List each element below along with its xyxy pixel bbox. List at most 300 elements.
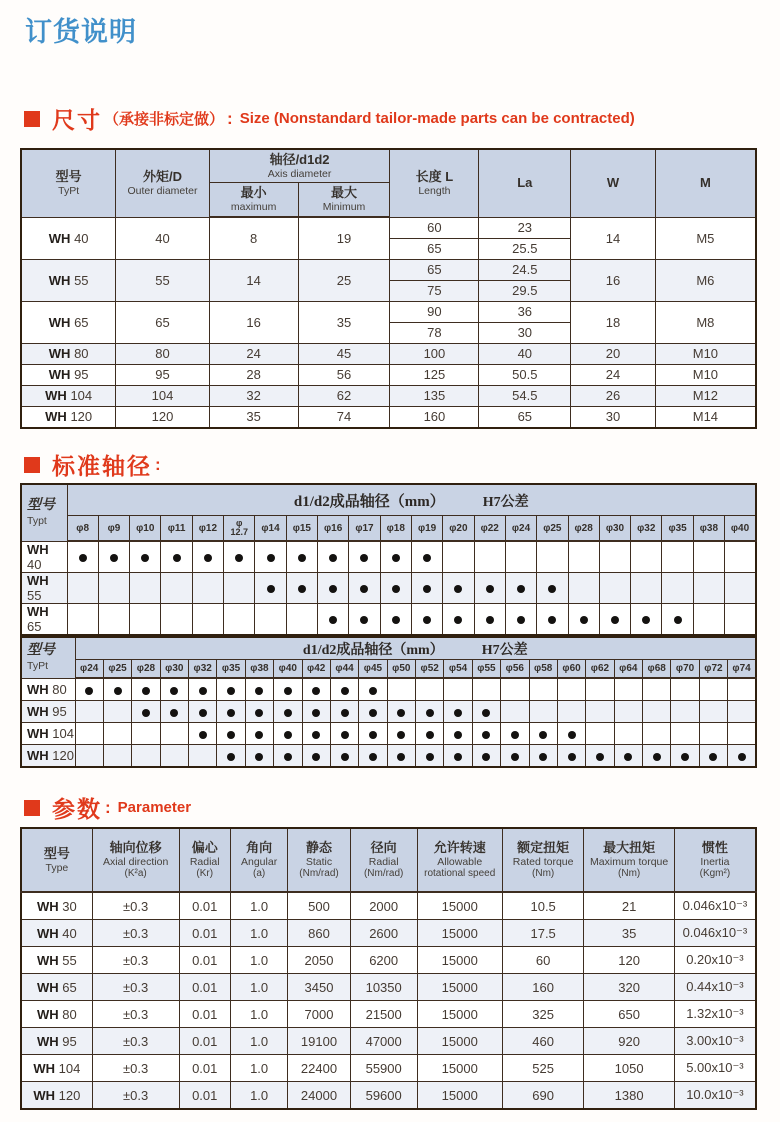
availability-dot-icon — [482, 709, 490, 717]
availability-cell — [245, 701, 273, 723]
availability-dot-icon — [611, 616, 619, 624]
availability-cell — [103, 745, 131, 768]
model-cell — [21, 723, 75, 745]
m-cell: M10 — [655, 343, 756, 364]
availability-dot-icon — [114, 687, 122, 695]
availability-dot-icon — [255, 687, 263, 695]
param-value-cell: 525 — [502, 1055, 584, 1082]
model-number: 104 — [48, 726, 74, 741]
col-header-w — [571, 149, 656, 217]
availability-cell — [98, 541, 129, 572]
availability-dot-icon — [674, 616, 682, 624]
param-value-cell: ±0.3 — [92, 974, 179, 1001]
header-label-en: Typt — [27, 514, 47, 527]
param-value-cell: 0.01 — [179, 974, 230, 1001]
la-cell: 40 — [479, 343, 571, 364]
param-value-cell: ±0.3 — [92, 947, 179, 974]
length-cell: 60 — [390, 217, 479, 238]
header-row — [21, 516, 756, 542]
header-label-cn: 最大扭矩 — [603, 839, 656, 855]
model-number: 104 — [66, 388, 93, 403]
availability-dot-icon — [329, 554, 337, 562]
header-label-en: Maximum torque — [590, 855, 669, 868]
availability-cell — [599, 572, 630, 603]
table-row — [21, 974, 756, 1001]
availability-dot-icon — [284, 687, 292, 695]
availability-dot-icon — [392, 554, 400, 562]
model-number: 80 — [58, 1006, 77, 1022]
header-label-en: Allowable — [437, 855, 483, 868]
availability-dot-icon — [423, 616, 431, 624]
param-value-cell: 15000 — [417, 920, 502, 947]
param-value-cell: ±0.3 — [92, 920, 179, 947]
length-cell: 100 — [390, 343, 479, 364]
availability-dot-icon — [199, 687, 207, 695]
model-number: 80 — [70, 346, 89, 361]
model-prefix: WH — [37, 898, 59, 914]
param-table-header — [21, 828, 756, 892]
availability-dot-icon — [267, 554, 275, 562]
availability-cell — [161, 603, 192, 635]
header-label-en: Angular — [241, 855, 278, 868]
availability-cell — [130, 603, 161, 635]
availability-cell — [728, 723, 756, 745]
availability-cell — [189, 723, 217, 745]
availability-cell — [161, 541, 192, 572]
diameter-header: φ30 — [160, 660, 188, 679]
diameter-header: φ40 — [725, 516, 756, 542]
availability-dot-icon — [454, 585, 462, 593]
table-row — [21, 259, 756, 280]
diameter-header: φ35 — [662, 516, 693, 542]
availability-cell — [693, 541, 724, 572]
diameter-header: φ25 — [103, 660, 131, 679]
param-value-cell: 920 — [584, 1028, 674, 1055]
diameter-header: φ18 — [380, 516, 411, 542]
availability-cell — [75, 701, 103, 723]
availability-cell — [505, 541, 536, 572]
diameter-header: φ72 — [699, 660, 727, 679]
param-value-cell: 21 — [584, 892, 674, 920]
param-value-cell: 10350 — [350, 974, 417, 1001]
model-cell — [21, 1055, 92, 1082]
availability-cell — [192, 572, 223, 603]
param-value-cell: ±0.3 — [92, 1028, 179, 1055]
col-header-radial — [350, 828, 417, 892]
length-cell: 65 — [390, 238, 479, 259]
header-unit-label: (Nm/rad) — [363, 868, 404, 880]
w-cell: 24 — [571, 364, 656, 385]
header-label-en: maximum — [230, 201, 277, 214]
availability-dot-icon — [341, 731, 349, 739]
availability-cell — [472, 745, 500, 768]
availability-cell — [586, 723, 614, 745]
availability-dot-icon — [369, 709, 377, 717]
availability-cell — [501, 701, 529, 723]
col-header-radial — [179, 828, 230, 892]
param-value-cell: 55900 — [350, 1055, 417, 1082]
availability-cell — [330, 701, 358, 723]
param-value-cell: 1.0 — [230, 920, 287, 947]
param-value-cell: 0.01 — [179, 1055, 230, 1082]
param-value-cell: 1.0 — [230, 1082, 287, 1110]
header-label-cn: 最大 — [331, 185, 358, 201]
model-number: 40 — [70, 230, 89, 246]
section-size-paren: （承接非标定做） — [104, 111, 225, 128]
diameter-header: φ15 — [286, 516, 317, 542]
availability-cell — [217, 745, 245, 768]
availability-cell — [318, 603, 349, 635]
availability-cell — [699, 723, 727, 745]
availability-cell — [189, 701, 217, 723]
param-value-cell: 0.046x10⁻³ — [674, 920, 756, 947]
availability-dot-icon — [568, 731, 576, 739]
model-cell — [21, 701, 75, 723]
outer-diameter-cell: 65 — [116, 301, 209, 343]
availability-cell — [728, 678, 756, 701]
diameter-header: φ17 — [349, 516, 380, 542]
availability-cell — [274, 678, 302, 701]
param-value-cell: 7000 — [288, 1001, 350, 1028]
availability-cell — [501, 678, 529, 701]
availability-cell — [103, 723, 131, 745]
diameter-header: φ24 — [75, 660, 103, 679]
length-cell: 78 — [390, 322, 479, 343]
model-prefix: WH — [37, 925, 59, 941]
m-cell: M5 — [655, 217, 756, 259]
model-number: 95 — [58, 1033, 77, 1049]
param-value-cell: 2050 — [288, 947, 350, 974]
availability-cell — [443, 541, 474, 572]
col-header-min — [209, 183, 298, 218]
param-value-cell: 0.01 — [179, 1082, 230, 1110]
availability-cell — [160, 723, 188, 745]
availability-cell — [387, 678, 415, 701]
availability-cell — [662, 603, 693, 635]
col-header-type — [21, 828, 92, 892]
availability-dot-icon — [298, 585, 306, 593]
availability-cell — [387, 701, 415, 723]
availability-cell — [255, 541, 286, 572]
availability-cell — [274, 723, 302, 745]
header-label-cn: 偏心 — [191, 839, 218, 855]
availability-cell — [380, 603, 411, 635]
max-diameter-cell: 19 — [298, 217, 390, 259]
availability-dot-icon — [738, 753, 746, 761]
availability-cell — [416, 745, 444, 768]
col-header-inertia — [674, 828, 756, 892]
availability-cell — [160, 678, 188, 701]
availability-cell — [416, 678, 444, 701]
availability-dot-icon — [341, 709, 349, 717]
col-header-la — [479, 149, 571, 217]
diameter-value: 12.7 — [230, 527, 248, 537]
section-parameter-title-en: Parameter — [117, 799, 192, 816]
header-label-en: Axial direction — [102, 855, 169, 868]
m-cell: M12 — [655, 385, 756, 406]
header-label-cn: 允许转速 — [433, 839, 486, 855]
param-value-cell: 1050 — [584, 1055, 674, 1082]
availability-cell — [725, 603, 756, 635]
diameter-header: φ25 — [537, 516, 568, 542]
availability-cell — [245, 723, 273, 745]
diameter-header: φ38 — [693, 516, 724, 542]
diameter-header: φ30 — [599, 516, 630, 542]
availability-cell — [255, 603, 286, 635]
availability-dot-icon — [486, 616, 494, 624]
availability-dot-icon — [141, 554, 149, 562]
model-prefix: WH — [27, 603, 49, 619]
model-number: 65 — [58, 979, 77, 995]
param-value-cell: ±0.3 — [92, 1082, 179, 1110]
availability-cell — [411, 603, 442, 635]
availability-cell — [537, 572, 568, 603]
diameter-title-label: d1/d2成品轴径（mm） — [302, 642, 444, 658]
model-number: 65 — [27, 618, 42, 634]
param-value-cell: 15000 — [417, 1001, 502, 1028]
header-label-cn: 角向 — [246, 839, 273, 855]
availability-cell — [274, 745, 302, 768]
availability-cell — [444, 723, 472, 745]
shaft-table-body — [21, 678, 756, 767]
availability-cell — [557, 723, 585, 745]
availability-dot-icon — [426, 753, 434, 761]
w-cell: 14 — [571, 217, 656, 259]
model-number: 95 — [48, 704, 67, 719]
availability-cell — [75, 723, 103, 745]
availability-cell — [302, 678, 330, 701]
header-unit-label: (a) — [252, 868, 266, 880]
la-cell: 24.5 — [479, 259, 571, 280]
standard-shaft-table-small — [20, 483, 757, 636]
col-header-static — [288, 828, 350, 892]
availability-cell — [349, 603, 380, 635]
availability-cell — [671, 678, 699, 701]
model-prefix: WH — [48, 314, 71, 330]
param-value-cell: 15000 — [417, 1055, 502, 1082]
table-row — [21, 217, 756, 238]
diameter-header: φ32 — [631, 516, 662, 542]
param-value-cell: 0.01 — [179, 947, 230, 974]
tolerance-label: H7公差 — [481, 642, 528, 658]
col-header-axis-diameter — [209, 149, 390, 183]
diameter-header: φ16 — [318, 516, 349, 542]
red-square-icon — [24, 800, 40, 816]
length-cell: 135 — [390, 385, 479, 406]
header-unit-label: rotational speed — [424, 868, 496, 880]
availability-cell — [599, 603, 630, 635]
param-value-cell: 690 — [502, 1082, 584, 1110]
availability-cell — [318, 541, 349, 572]
model-cell — [21, 947, 92, 974]
availability-dot-icon — [255, 709, 263, 717]
availability-dot-icon — [392, 616, 400, 624]
availability-dot-icon — [653, 753, 661, 761]
header-label-en: Length — [418, 185, 451, 198]
availability-dot-icon — [170, 687, 178, 695]
availability-cell — [671, 745, 699, 768]
availability-cell — [586, 701, 614, 723]
availability-dot-icon — [548, 616, 556, 624]
availability-dot-icon — [227, 753, 235, 761]
table-row — [21, 385, 756, 406]
shaft-table-header — [21, 637, 756, 678]
availability-cell — [130, 572, 161, 603]
header-label-cn: 外矩/D — [142, 168, 182, 184]
model-prefix: WH — [37, 1006, 59, 1022]
availability-dot-icon — [312, 731, 320, 739]
param-value-cell: 47000 — [350, 1028, 417, 1055]
header-label-en: TyPt — [27, 659, 49, 672]
availability-dot-icon — [199, 731, 207, 739]
model-prefix: WH — [27, 681, 49, 697]
availability-cell — [557, 701, 585, 723]
availability-cell — [286, 603, 317, 635]
diameter-title-label: d1/d2成品轴径（mm） — [293, 493, 445, 510]
availability-cell — [614, 723, 642, 745]
availability-dot-icon — [482, 753, 490, 761]
param-value-cell: 460 — [502, 1028, 584, 1055]
header-label-en: Inertia — [700, 855, 730, 868]
availability-cell — [416, 701, 444, 723]
diameter-header: φ42 — [302, 660, 330, 679]
param-value-cell: 35 — [584, 920, 674, 947]
w-cell: 26 — [571, 385, 656, 406]
shaft-table-body — [21, 541, 756, 635]
availability-dot-icon — [312, 709, 320, 717]
diameter-header: φ9 — [98, 516, 129, 542]
param-value-cell: ±0.3 — [92, 892, 179, 920]
table-row — [21, 301, 756, 322]
availability-dot-icon — [681, 753, 689, 761]
max-diameter-cell: 25 — [298, 259, 390, 301]
availability-dot-icon — [568, 753, 576, 761]
diameter-header: φ20 — [443, 516, 474, 542]
availability-dot-icon — [341, 687, 349, 695]
availability-cell — [302, 723, 330, 745]
diameter-header: φ35 — [217, 660, 245, 679]
availability-cell — [474, 572, 505, 603]
availability-cell — [411, 541, 442, 572]
size-table — [20, 148, 757, 429]
param-value-cell: 15000 — [417, 947, 502, 974]
availability-cell — [671, 723, 699, 745]
min-diameter-cell: 8 — [209, 217, 298, 259]
availability-cell — [444, 678, 472, 701]
section-shaft-colon: : — [155, 454, 161, 474]
availability-cell — [245, 745, 273, 768]
availability-cell — [662, 572, 693, 603]
header-label-cn: 最小 — [240, 185, 267, 201]
availability-cell — [217, 701, 245, 723]
availability-dot-icon — [397, 709, 405, 717]
section-size-colon: : — [227, 108, 233, 128]
availability-dot-icon — [548, 585, 556, 593]
diameter-header: φ19 — [411, 516, 442, 542]
availability-cell — [699, 701, 727, 723]
diameter-header: φ50 — [387, 660, 415, 679]
availability-cell — [380, 572, 411, 603]
min-diameter-cell: 28 — [209, 364, 298, 385]
w-cell: 30 — [571, 406, 656, 428]
outer-diameter-cell: 80 — [116, 343, 209, 364]
la-cell: 29.5 — [479, 280, 571, 301]
model-cell — [21, 892, 92, 920]
header-label-cn: 径向 — [370, 839, 397, 855]
max-diameter-cell: 35 — [298, 301, 390, 343]
param-value-cell: 0.01 — [179, 920, 230, 947]
parameter-table — [20, 827, 757, 1110]
availability-cell — [529, 723, 557, 745]
diameter-header: φ8 — [67, 516, 98, 542]
param-value-cell: 3.00x10⁻³ — [674, 1028, 756, 1055]
availability-dot-icon — [454, 753, 462, 761]
model-number: 30 — [58, 898, 77, 914]
model-prefix: WH — [27, 541, 49, 557]
availability-cell — [505, 572, 536, 603]
table-row — [21, 701, 756, 723]
header-row — [21, 637, 756, 660]
availability-cell — [330, 745, 358, 768]
availability-dot-icon — [298, 554, 306, 562]
table-row — [21, 892, 756, 920]
diameter-header: φ70 — [671, 660, 699, 679]
availability-cell — [67, 603, 98, 635]
availability-cell — [643, 723, 671, 745]
availability-cell — [192, 603, 223, 635]
param-value-cell: 0.01 — [179, 1001, 230, 1028]
table-row — [21, 572, 756, 603]
availability-cell — [302, 745, 330, 768]
tolerance-label: H7公差 — [482, 494, 529, 510]
diameter-header: φ24 — [505, 516, 536, 542]
param-value-cell: 17.5 — [502, 920, 584, 947]
availability-dot-icon — [511, 731, 519, 739]
availability-cell — [380, 541, 411, 572]
la-cell: 23 — [479, 217, 571, 238]
availability-dot-icon — [580, 616, 588, 624]
page-title: 订货说明 — [25, 17, 137, 47]
model-prefix: WH — [37, 979, 59, 995]
header-label-en: Axis diameter — [267, 167, 332, 180]
availability-cell — [330, 723, 358, 745]
header-unit-label: (Kr) — [196, 868, 214, 880]
m-cell: M8 — [655, 301, 756, 343]
availability-cell — [529, 678, 557, 701]
section-shaft-header — [24, 448, 168, 481]
param-value-cell: 1380 — [584, 1082, 674, 1110]
table-row — [21, 1082, 756, 1110]
table-row — [21, 947, 756, 974]
availability-cell — [631, 603, 662, 635]
length-cell: 90 — [390, 301, 479, 322]
availability-cell — [302, 701, 330, 723]
section-size-title-en: Size (Nonstandard tailor-made parts can be contracted) — [239, 110, 635, 127]
la-cell: 54.5 — [479, 385, 571, 406]
availability-dot-icon — [227, 731, 235, 739]
header-row — [21, 484, 756, 516]
diameter-header: φ28 — [132, 660, 160, 679]
table-row — [21, 541, 756, 572]
model-number: 120 — [48, 748, 74, 763]
table-row — [21, 678, 756, 701]
param-value-cell: 3450 — [288, 974, 350, 1001]
col-header-diameter-title — [75, 637, 756, 660]
diameter-header: φ22 — [474, 516, 505, 542]
availability-dot-icon — [329, 616, 337, 624]
table-row — [21, 343, 756, 364]
availability-cell — [693, 572, 724, 603]
